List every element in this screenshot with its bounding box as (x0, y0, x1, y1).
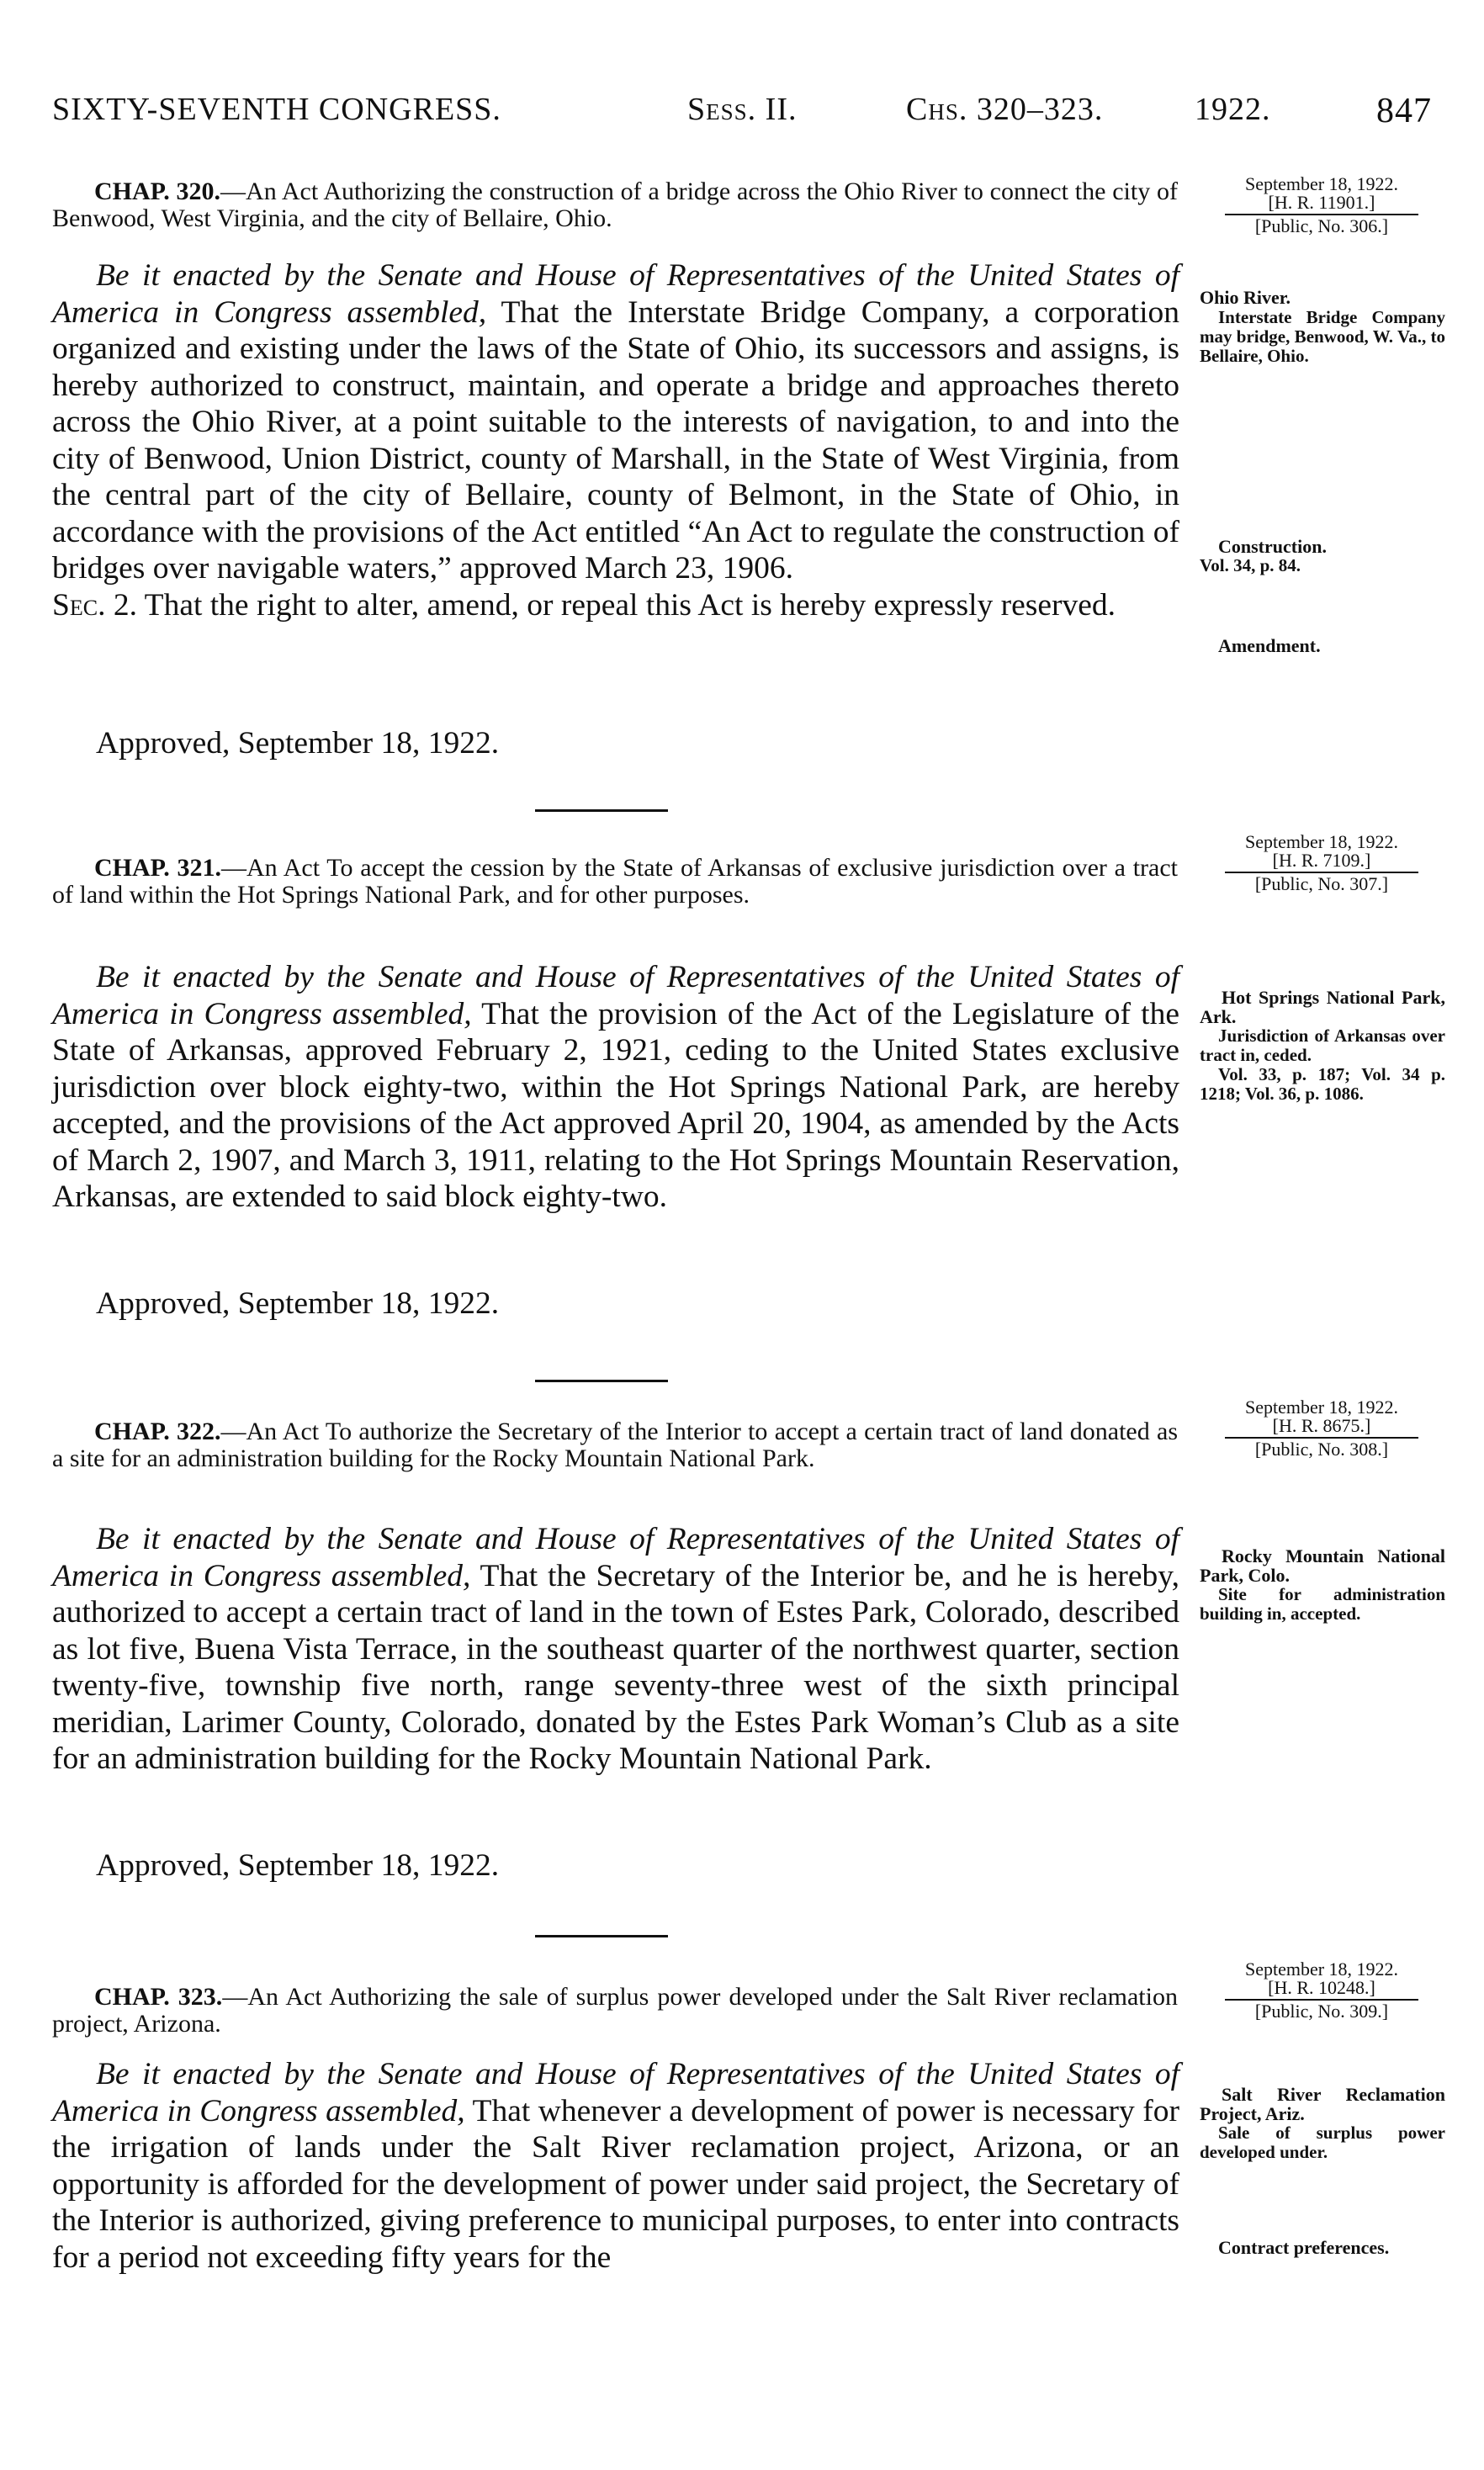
chap-320-bill-number: [H. R. 11901.] (1225, 193, 1418, 215)
chap-322-enacting-clause: Be it enacted by the Senate and House of Representatives of the United States of America in Congress assembled, (52, 1522, 1179, 1593)
chap-321-body-text: That the provision of the Act of the Legislature of the State of Arkansas, approved February 2, 1921, ceding to the United States exclusive jurisdiction over block eighty-two, within the Hot Springs National Park, are hereby accepted, and the provisions of the Act approved April 20, 1904, as amended by the Acts of March 2, 1907, and March 3, 1911, relating to the Hot Springs Mountain Reservation, Arkansas, are extended to said block eighty-two. (52, 996, 1179, 1214)
year-label: 1922. (1195, 92, 1271, 127)
chap-321-bill-number: [H. R. 7109.] (1225, 851, 1418, 873)
chap-320-approval-date: September 18, 1922. (1244, 173, 1399, 194)
chap-323-public-number: [Public, No. 309.] (1254, 2001, 1389, 2022)
section-divider (535, 1935, 668, 1937)
chap-320-body-text: That the Interstate Bridge Company, a corporation organized and existing under the laws of the State of Ohio, its successors and assigns, is hereby authorized to construct, maintain, and operate a bridge and approaches thereto across the Ohio River, at a point suitable to the interests of navigation, to and into the city of Benwood, Union District, county of Marshall, in the State of West Virginia, from the central part of the city of Bellaire, county of Belmont, in the State of Ohio, in accordance with the provisions of the Act entitled “An Act to regulate the construction of bridges over navigable waters,” approved March 23, 1906. (52, 294, 1179, 586)
chap-321-number: CHAP. 321. (94, 854, 221, 882)
chap-323-sidenote-contract (1200, 2238, 1445, 2257)
chap-320-sidenote-construction-ref: Vol. 34, p. 84. (1200, 555, 1301, 575)
chap-322-sidenote-head: Rocky Mountain National Park, Colo. (1200, 1545, 1445, 1586)
chap-321-approved: Approved, September 18, 1922. (96, 1286, 500, 1321)
chap-321-title-text: —An Act To accept the cession by the State of Arkansas of exclusive jurisdiction over a tract of land within the Hot Springs National Park, and for other purposes. (52, 854, 1179, 909)
chap-320-sidenote-amendment (1200, 636, 1445, 655)
chap-321-margin-dates (1200, 833, 1444, 893)
chap-321-sidenote-sub: Jurisdiction of Arkansas over tract in, ceded. (1200, 1026, 1445, 1065)
chap-321-body (52, 959, 1179, 1216)
chap-322-body (52, 1521, 1179, 1778)
chap-321-sidenote-hot-springs (1200, 988, 1445, 1104)
chap-323-sidenote-sub: Sale of surplus power developed under. (1200, 2123, 1445, 2162)
chap-320-body (52, 257, 1179, 623)
chap-323-bill-number: [H. R. 10248.] (1225, 1979, 1418, 2001)
chap-320-sidenote-amendment-head: Amendment. (1218, 635, 1321, 656)
chap-320-sidenote-construction-head: Construction. (1218, 536, 1327, 557)
chap-322-approval-date: September 18, 1922. (1244, 1397, 1399, 1418)
chap-322-body-text: That the Secretary of the Interior be, and he is hereby, authorized to accept a certain tract of land in the town of Estes Park, Colorado, described as lot five, Buena Vista Terrace, in the southeast quarter of the northwest quarter, section twenty-five, township five north, range seventy-three west of the sixth principal meridian, Larimer County, Colorado, donated by the Estes Park Woman’s Club as a site for an administration building for the Rocky Mountain National Park. (52, 1558, 1179, 1776)
chap-320-sidenote-construction (1200, 537, 1445, 575)
chap-320-sidenote-head: Ohio River. (1200, 287, 1291, 308)
chap-322-bill-number: [H. R. 8675.] (1225, 1417, 1418, 1439)
chap-320-sidenote-sub: Interstate Bridge Company may bridge, Benwood, W. Va., to Bellaire, Ohio. (1200, 307, 1445, 366)
chap-320-sidenote-ohio-river (1200, 288, 1445, 366)
chap-321-sidenote-head: Hot Springs National Park, Ark. (1200, 987, 1445, 1027)
chap-321-enacting-clause: Be it enacted by the Senate and House of Representatives of the United States of America in Congress assembled, (52, 960, 1179, 1031)
chap-320-public-number: [Public, No. 306.] (1254, 215, 1389, 236)
chap-320-sec2-text: 2. That the right to alter, amend, or repeal this Act is hereby expressly reserved. (105, 587, 1116, 623)
chap-323-sidenote-head: Salt River Reclamation Project, Ariz. (1200, 2084, 1445, 2124)
chap-323-sidenote-salt-river (1200, 2085, 1445, 2162)
chap-322-approved: Approved, September 18, 1922. (96, 1848, 500, 1883)
chap-323-enacting-clause: Be it enacted by the Senate and House of Representatives of the United States of America in Congress assembled, (52, 2057, 1179, 2128)
chap-321-approval-date: September 18, 1922. (1244, 831, 1399, 852)
chap-320-margin-dates (1200, 175, 1444, 236)
chapters-label: Chs. 320–323. (906, 92, 1104, 127)
chap-321-public-number: [Public, No. 307.] (1254, 873, 1389, 894)
chap-322-title (52, 1418, 1178, 1472)
chap-323-title-text: —An Act Authorizing the sale of surplus power developed under the Salt River reclamation project, Arizona. (52, 1983, 1178, 2038)
chap-320-title (52, 178, 1178, 232)
running-header (52, 91, 1432, 141)
chap-322-sidenote-rocky-mountain (1200, 1546, 1445, 1624)
chap-320-number: CHAP. 320. (94, 178, 221, 205)
chap-323-sidenote-contract-head: Contract preferences. (1218, 2237, 1390, 2258)
chap-321-title (52, 855, 1178, 909)
section-divider (535, 809, 668, 812)
section-divider (535, 1380, 668, 1382)
chap-323-title (52, 1984, 1178, 2038)
congress-label: SIXTY-SEVENTH CONGRESS. (52, 92, 501, 127)
chap-323-number: CHAP. 323. (94, 1983, 223, 2011)
chap-323-margin-dates (1200, 1960, 1444, 2021)
chap-320-approved: Approved, September 18, 1922. (96, 726, 500, 761)
chap-323-approval-date: September 18, 1922. (1244, 1959, 1399, 1980)
page-number: 847 (1376, 92, 1432, 130)
chap-322-title-text: —An Act To authorize the Secretary of the Interior to accept a certain tract of land donated as a site for an administration building for the Rocky Mountain National Park. (52, 1418, 1178, 1472)
chap-320-enacting-clause: Be it enacted by the Senate and House of Representatives of the United States of America in Congress assembled, (52, 258, 1179, 330)
chap-321-sidenote-ref: Vol. 33, p. 187; Vol. 34 p. 1218; Vol. 36, p. 1086. (1200, 1064, 1445, 1104)
chap-320-sec2-label: Sec. (52, 587, 106, 623)
session-label: Sess. II. (687, 92, 798, 127)
chap-323-body-text: That whenever a development of power is necessary for the irrigation of lands under the Salt River reclamation project, Arizona, or an opportunity is afforded for the development of power under said project, the Secretary of the Interior is authorized, giving preference to municipal purposes, to enter into contracts for a period not exceeding fifty years for the (52, 2093, 1180, 2275)
chap-322-number: CHAP. 322. (94, 1418, 221, 1445)
chap-323-body (52, 2056, 1179, 2276)
chap-322-public-number: [Public, No. 308.] (1254, 1439, 1389, 1460)
chap-320-title-text: —An Act Authorizing the construction of a bridge across the Ohio River to connect the city of Benwood, West Virginia, and the city of Bellaire, Ohio. (52, 178, 1178, 232)
chap-322-sidenote-sub: Site for administration building in, accepted. (1200, 1584, 1445, 1624)
chap-322-margin-dates (1200, 1398, 1444, 1459)
